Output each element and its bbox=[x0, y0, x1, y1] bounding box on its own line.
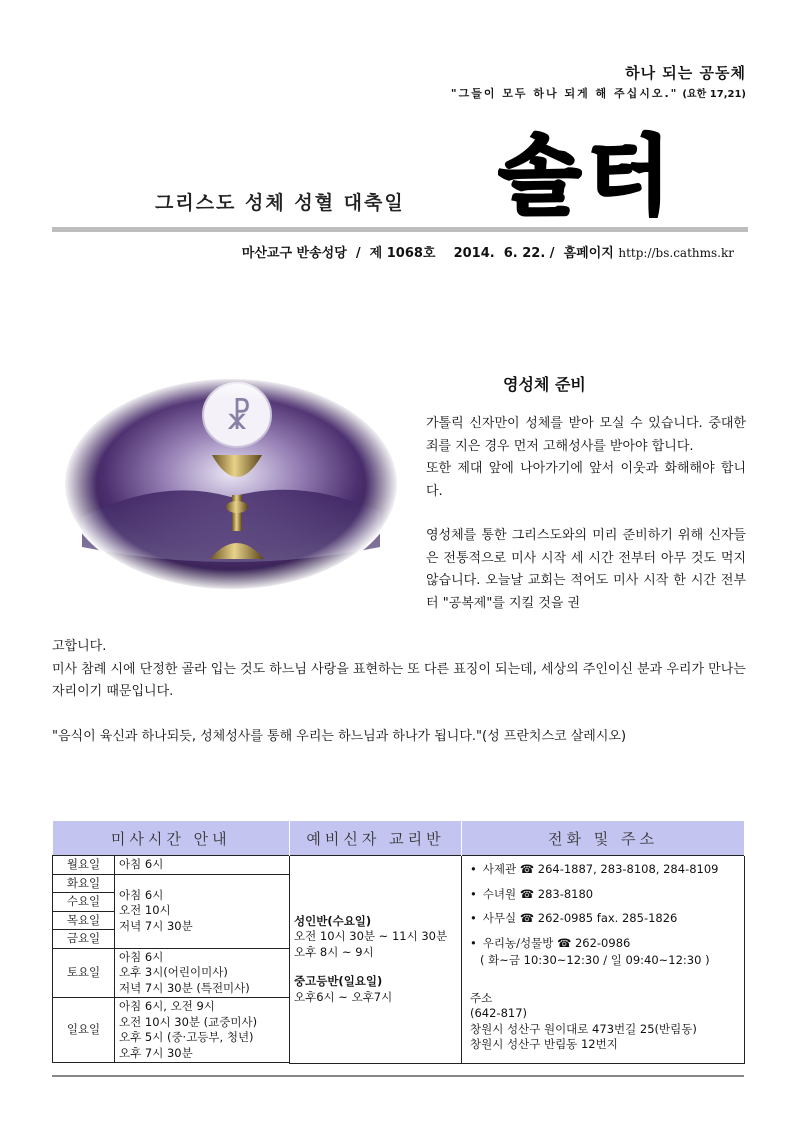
day-fri: 금요일 bbox=[53, 930, 115, 949]
address-road: 창원시 성산구 원이대로 473번길 25(반림동) bbox=[470, 1021, 697, 1036]
contact-rectory: • 사제관 ☎ 264-1887, 283-8108, 284-8109 bbox=[470, 862, 736, 878]
article-title: 영성체 준비 bbox=[503, 375, 586, 394]
time-weekday-3: 저녁 7시 30분 bbox=[119, 918, 193, 933]
table-bottom-rule bbox=[52, 1075, 744, 1077]
address-label: 주소 bbox=[470, 990, 493, 1005]
catechism-cell bbox=[290, 856, 462, 1064]
time-sun bbox=[115, 998, 290, 1063]
address-lot: 창원시 성산구 반림동 12번지 bbox=[470, 1037, 618, 1051]
table-row bbox=[53, 856, 745, 875]
day-wed: 수요일 bbox=[53, 893, 115, 912]
article-continuation bbox=[52, 636, 748, 748]
time-sun-4: 오후 7시 30분 bbox=[119, 1045, 193, 1060]
issue-line bbox=[242, 242, 734, 261]
contact-office: • 사무실 ☎ 262-0985 fax. 285-1826 bbox=[470, 911, 736, 927]
header-catechism: 예비신자 교리반 bbox=[290, 821, 462, 856]
homepage-link[interactable]: http://bs.cathms.kr bbox=[618, 246, 734, 260]
time-sat bbox=[115, 948, 290, 998]
day-mon: 월요일 bbox=[53, 856, 115, 875]
header-contacts: 전화 및 주소 bbox=[462, 821, 745, 856]
article-paragraph-3: 영성체를 통한 그리스도와의 미리 준비하기 위해 신자들은 전통적으로 미사 시작 세 시간 전부터 아무 것도 먹지 않습니다. 오늘날 교회는 적어도 미사 시작 한 시간 전부터 "공복제"를 지킬 것을 권 bbox=[426, 528, 746, 611]
contact-shop: • 우리농/성물방 ☎ 262-0986 bbox=[470, 936, 736, 952]
day-sun: 일요일 bbox=[53, 998, 115, 1063]
header-rule bbox=[52, 227, 748, 232]
info-table-header bbox=[53, 821, 745, 856]
day-thu: 목요일 bbox=[53, 911, 115, 930]
header-mass-times: 미사시간 안내 bbox=[53, 821, 290, 856]
time-sat-1: 아침 6시 bbox=[119, 949, 164, 964]
adult-class-time-2: 오후 8시 ~ 9시 bbox=[294, 944, 374, 959]
shop-hours: ( 화~금 10:30~12:30 / 일 09:40~12:30 ) bbox=[480, 953, 710, 967]
contact-convent: • 수녀원 ☎ 283-8180 bbox=[470, 887, 736, 903]
issue-info: 마산교구 반송성당 / 제 1068호 2014. 6. 22. / 홈페이지 bbox=[241, 246, 619, 261]
article-quote: "음식이 육신과 하나되듯, 성체성사를 통해 우리는 하느님과 하나가 됩니다."(성 프란치스코 살레시오) bbox=[52, 728, 627, 744]
motto-title: 하나 되는 공동체 bbox=[625, 64, 746, 82]
chalice-image bbox=[62, 377, 400, 591]
time-weekday-2: 오전 10시 bbox=[119, 903, 171, 918]
article-paragraph-1: 가톨릭 신자만이 성체를 받아 모실 수 있습니다. 중대한 죄를 지은 경우 먼저 고해성사를 받아야 합니다. bbox=[426, 416, 746, 454]
time-sun-2: 오전 10시 30분 (교중미사) bbox=[119, 1014, 258, 1029]
adult-class-title: 성인반(수요일) bbox=[294, 913, 372, 928]
masthead-logo-text: 솔터 bbox=[498, 128, 677, 218]
contacts-cell bbox=[462, 856, 745, 1064]
youth-class-time: 오후6시 ~ 오후7시 bbox=[294, 989, 393, 1004]
info-table bbox=[52, 821, 745, 1064]
motto-quote-ref: (요한 17,21) bbox=[682, 89, 746, 100]
time-sat-2: 오후 3시(어린이미사) bbox=[119, 965, 228, 979]
time-sun-1: 아침 6시, 오전 9시 bbox=[119, 999, 215, 1013]
motto-quote bbox=[451, 85, 746, 101]
article-paragraph-5: 미사 참례 시에 단정한 골라 입는 것도 하느님 사랑을 표현하는 또 다른 표징이 되는데, 세상의 주인이신 분과 우리가 만나는 자리이기 때문입니다. bbox=[52, 661, 746, 699]
masthead-logo bbox=[498, 128, 738, 218]
time-sat-3: 저녁 7시 30분 (특전미사) bbox=[119, 980, 250, 995]
article-paragraph-2: 또한 제대 앞에 나아가기에 앞서 이웃과 화해해야 합니다. bbox=[426, 461, 746, 499]
time-sun-3: 오후 5시 (중·고등부, 청년) bbox=[119, 1030, 254, 1044]
address-postcode: (642-817) bbox=[470, 1006, 528, 1020]
article-paragraph-4: 고합니다. bbox=[52, 639, 107, 654]
day-sat: 토요일 bbox=[53, 948, 115, 998]
time-weekday bbox=[115, 874, 290, 948]
day-tue: 화요일 bbox=[53, 874, 115, 893]
article-column bbox=[426, 413, 746, 615]
youth-class-title: 중고등반(일요일) bbox=[294, 974, 383, 988]
feast-title: 그리스도 성체 성혈 대축일 bbox=[155, 192, 405, 214]
adult-class-time-1: 오전 10시 30분 ~ 11시 30분 bbox=[294, 929, 448, 943]
motto-quote-text: "그들이 모두 하나 되게 해 주십시오." bbox=[450, 87, 679, 100]
time-weekday-1: 아침 6시 bbox=[119, 887, 164, 902]
time-mon: 아침 6시 bbox=[115, 856, 290, 875]
